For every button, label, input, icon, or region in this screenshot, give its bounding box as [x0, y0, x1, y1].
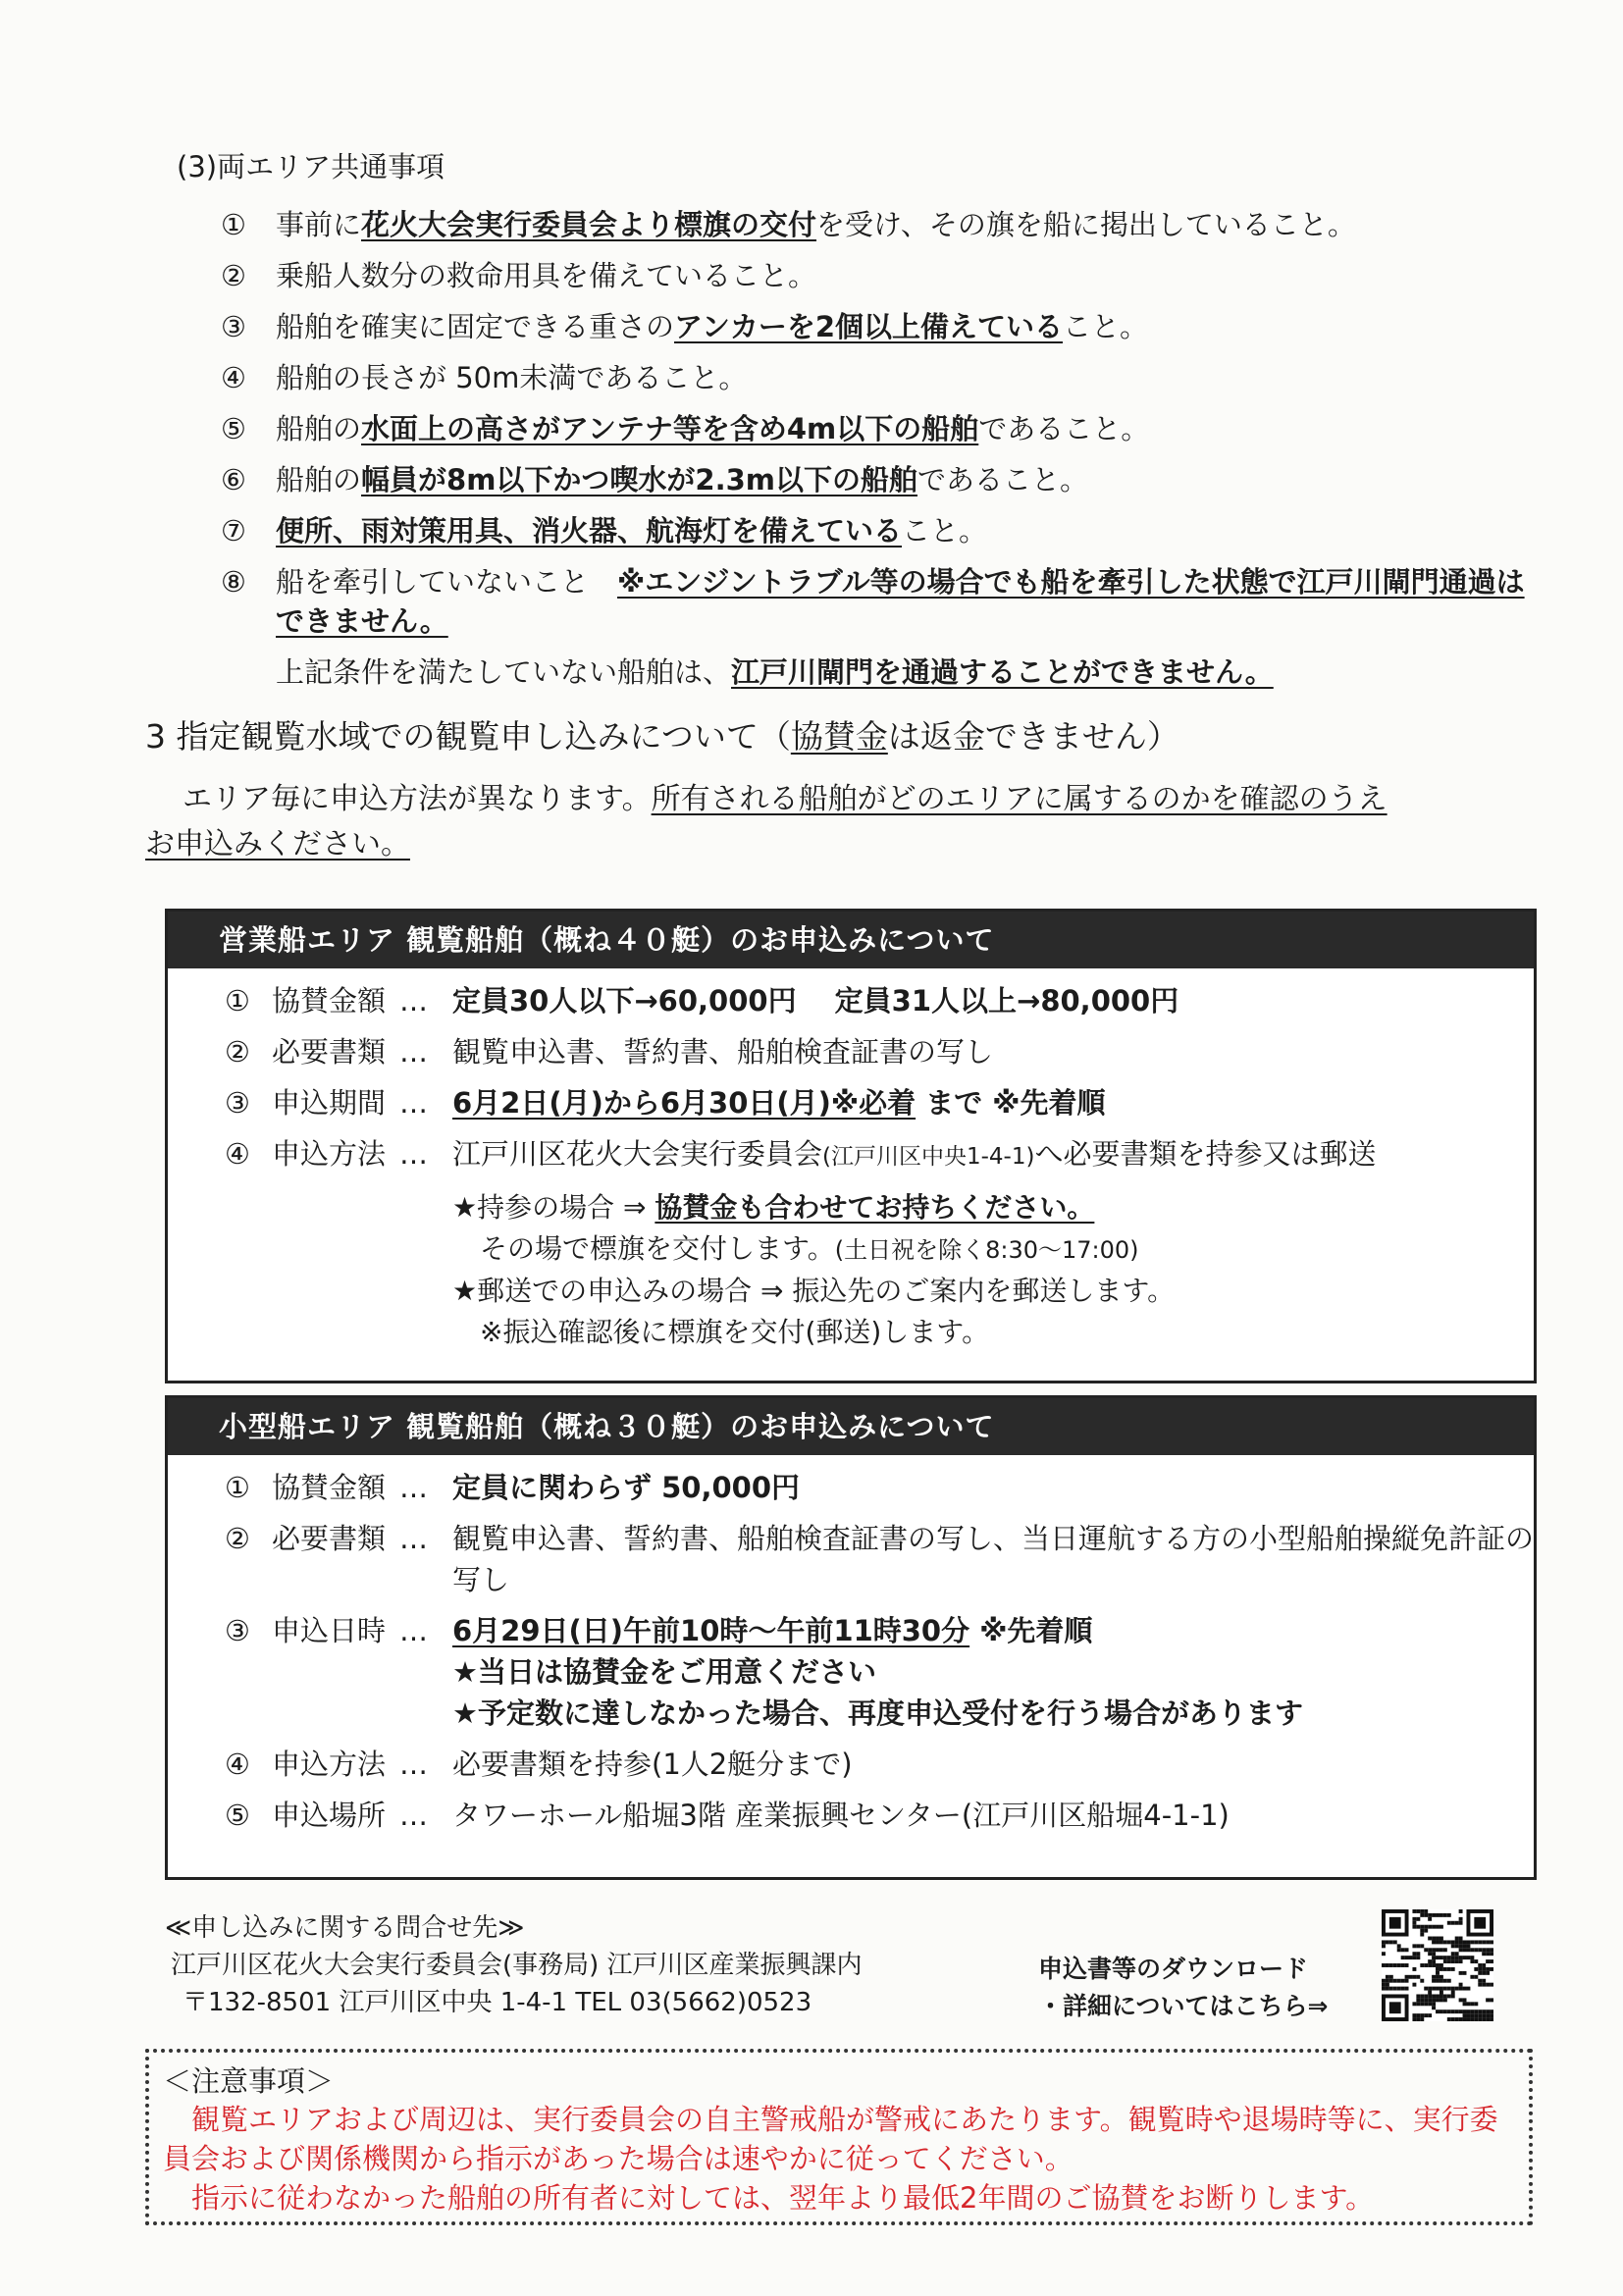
info-row [225, 1082, 1534, 1123]
row-number: ① [225, 984, 250, 1018]
condition-text: 便所、雨対策用具、消火器、航海灯を備えていること。 [276, 514, 988, 548]
contact-address: 〒132-8501 江戸川区中央 1-4-1 TEL 03(5662)0523 [183, 1988, 812, 2017]
row-value: 観覧申込書、誓約書、船舶検査証書の写し、当日運航する方の小型船舶操縦免許証の写し [452, 1522, 1535, 1596]
common-condition-item [177, 205, 1550, 244]
common-condition-item [177, 307, 1550, 346]
sales-boat-area-box [165, 909, 1537, 1383]
row-label: 必要書類 [272, 1522, 387, 1555]
common-conditions-list [177, 205, 1550, 641]
info-row [225, 1518, 1534, 1600]
common-conditions-heading: (3)両エリア共通事項 [177, 150, 445, 183]
sales-note: ★郵送での申込みの場合 ⇒ 振込先のご案内を郵送します。 [452, 1275, 1176, 1307]
row-number: ⑤ [225, 1799, 250, 1832]
sales-boat-area-notes [225, 1187, 1534, 1353]
notice-box [145, 2049, 1533, 2225]
download-info [1038, 1951, 1328, 2025]
common-condition-item [177, 511, 1550, 550]
row-number: ④ [225, 1748, 250, 1781]
row-value: 江戸川区花火大会実行委員会(江戸川区中央1-4-1)へ必要書類を持参又は郵送 [452, 1137, 1377, 1171]
condition-text: 船舶の長さが 50m未満であること。 [276, 361, 748, 394]
condition-number: ④ [221, 361, 246, 394]
row-label: 申込方法 [272, 1137, 387, 1171]
section-3-intro: エリア毎に申込方法が異なります。所有される船舶がどのエリアに属するのかを確認のうえ お申込みください。 [145, 782, 1387, 861]
common-condition-item [177, 256, 1550, 295]
row-label: 申込方法 [272, 1748, 387, 1781]
common-conditions-section [177, 145, 1550, 692]
download-label: 申込書等のダウンロード [1038, 1955, 1309, 1983]
row-separator: … [399, 1035, 428, 1069]
row-label: 協賛金額 [272, 1471, 387, 1504]
row-label: 必要書類 [272, 1035, 387, 1069]
condition-number: ⑤ [221, 412, 246, 445]
sales-note: その場で標旗を交付します。(土日祝を除く8:30～17:00) [452, 1232, 1139, 1265]
row-separator: … [399, 1471, 428, 1504]
condition-text: 船舶の幅員が8m以下かつ喫水が2.3m以下の船舶であること。 [276, 463, 1089, 496]
sales-boat-area-header: 営業船エリア 観覧船舶（概ね４０艇）のお申込みについて [168, 912, 1534, 968]
row-number: ③ [225, 1614, 250, 1647]
row-number: ① [225, 1471, 250, 1504]
small-boat-area-header: 小型船エリア 観覧船舶（概ね３０艇）のお申込みについて [168, 1398, 1534, 1455]
info-row [225, 1744, 1534, 1785]
section-3-title: 3 指定観覧水域での観覧申し込みについて（協賛金は返金できません） [145, 717, 1179, 756]
row-separator: … [399, 984, 428, 1018]
row-value: 6月29日(日)午前10時～午前11時30分 ※先着順 ★当日は協賛金をご用意ください ★予定数に達しなかった場合、再度申込受付を行う場合があります [452, 1614, 1303, 1730]
common-condition-item [177, 460, 1550, 499]
row-separator: … [399, 1614, 428, 1647]
small-boat-area-box [165, 1395, 1537, 1880]
condition-number: ⑥ [221, 463, 246, 496]
small-boat-area-rows [225, 1467, 1534, 1836]
row-number: ③ [225, 1086, 250, 1120]
row-value: 定員30人以下→60,000円 定員31人以上→80,000円 [452, 984, 1179, 1018]
notice-text-2: 指示に従わなかった船舶の所有者に対しては、翌年より最低2年間のご協賛をお断りします。 [163, 2181, 1375, 2215]
row-label: 申込日時 [272, 1614, 387, 1647]
small-boat-area-content [168, 1455, 1534, 1836]
row-separator: … [399, 1748, 428, 1781]
section-3 [145, 712, 1558, 867]
row-value: 必要書類を持参(1人2艇分まで) [452, 1748, 853, 1781]
sales-note: ★持参の場合 ⇒ 協賛金も合わせてお持ちください。 [452, 1191, 1095, 1224]
notice-title: ＜注意事項＞ [163, 2064, 335, 2098]
row-value: タワーホール船堀3階 産業振興センター(江戸川区船堀4-1-1) [452, 1799, 1230, 1832]
condition-text: 事前に花火大会実行委員会より標旗の交付を受け、その旗を船に掲出していること。 [276, 208, 1356, 241]
row-separator: … [399, 1086, 428, 1120]
notice-text-1: 観覧エリアおよび周辺は、実行委員会の自主警戒船が警戒にあたります。観覧時や退場時等に、実行委員会および関係機関から指示があった場合は速やかに従ってください。 [163, 2103, 1498, 2175]
condition-number: ⑦ [221, 514, 246, 548]
condition-text: 船舶を確実に固定できる重さのアンカーを2個以上備えていること。 [276, 310, 1149, 343]
info-row [225, 1133, 1534, 1177]
sales-boat-area-rows [225, 980, 1534, 1177]
condition-number: ① [221, 208, 246, 241]
row-label: 協賛金額 [272, 984, 387, 1018]
row-value: 観覧申込書、誓約書、船舶検査証書の写し [452, 1035, 994, 1069]
common-condition-item [177, 562, 1550, 641]
sales-boat-area-content [168, 968, 1534, 1353]
condition-text: 乗船人数分の救命用具を備えていること。 [276, 259, 817, 292]
row-separator: … [399, 1799, 428, 1832]
row-value: 定員に関わらず 50,000円 [452, 1471, 801, 1504]
info-row [225, 1795, 1534, 1836]
contact-heading: ≪申し込みに関する問合せ先≫ [165, 1913, 525, 1943]
common-conditions-closing: 上記条件を満たしていない船舶は、江戸川閘門を通過することができません。 [276, 655, 1274, 689]
download-details-link[interactable]: ・詳細についてはこちら⇒ [1038, 1992, 1329, 2020]
info-row [225, 980, 1534, 1021]
row-value: 6月2日(月)から6月30日(月)※必着 まで ※先着順 [452, 1086, 1106, 1120]
condition-text: 船舶の水面上の高さがアンテナ等を含め4m以下の船舶であること。 [276, 412, 1150, 445]
row-separator: … [399, 1522, 428, 1555]
sales-note: ※振込確認後に標旗を交付(郵送)します。 [452, 1316, 990, 1348]
info-row [225, 1467, 1534, 1508]
common-condition-item [177, 358, 1550, 397]
condition-text: 船を牽引していないこと ※エンジントラブル等の場合でも船を牽引した状態で江戸川閘門通過はできません。 [276, 565, 1525, 638]
contact-organization: 江戸川区花火大会実行委員会(事務局) 江戸川区産業振興課内 [171, 1951, 863, 1980]
row-number: ④ [225, 1137, 250, 1171]
row-number: ② [225, 1035, 250, 1069]
condition-number: ③ [221, 310, 246, 343]
condition-number: ⑧ [221, 565, 246, 599]
row-separator: … [399, 1137, 428, 1171]
contact-section [165, 1909, 1539, 2021]
info-row [225, 1031, 1534, 1072]
common-condition-item [177, 409, 1550, 448]
qr-code-icon[interactable] [1382, 1909, 1493, 2021]
row-number: ② [225, 1522, 250, 1555]
row-label: 申込期間 [272, 1086, 387, 1120]
row-label: 申込場所 [272, 1799, 387, 1832]
condition-number: ② [221, 259, 246, 292]
info-row [225, 1610, 1534, 1734]
